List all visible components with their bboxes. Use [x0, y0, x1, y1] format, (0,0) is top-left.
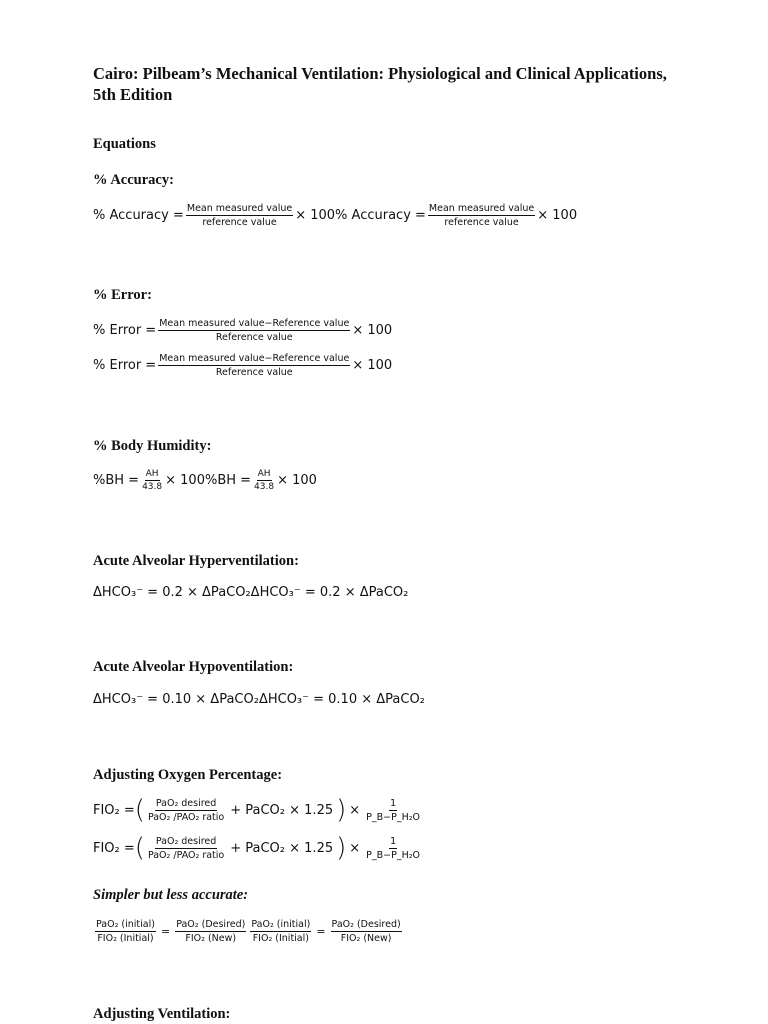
error-lhs-1: % Error =	[93, 323, 157, 338]
accuracy-numerator-2: Mean measured value	[428, 203, 535, 214]
simpler-denominator-4: FIO₂ (New)	[340, 933, 392, 944]
error-tail-2: × 100	[352, 358, 393, 373]
document-title: Cairo: Pilbeam’s Mechanical Ventilation: Physiological and Clinical Applications, 5th Edition	[93, 64, 667, 104]
equation-simpler	[93, 919, 404, 944]
error-denominator-2: Reference value	[215, 367, 293, 378]
humidity-denominator-1: 43.8	[142, 482, 163, 492]
oxygen-denominator-1: PaO₂ /PAO₂ ratio	[147, 811, 225, 823]
oxygen-fraction-2	[147, 836, 225, 861]
error-numerator-2: Mean measured value−Reference value	[159, 353, 350, 364]
equation-hyperventilation: ΔHCO₃⁻ = 0.2 × ΔPaCO₂ΔHCO₃⁻ = 0.2 × ΔPaCO₂	[93, 585, 409, 600]
accuracy-tail-mid: × 100% Accuracy =	[295, 208, 426, 223]
simpler-fraction-1	[95, 919, 156, 944]
simpler-numerator-4: PaO₂ (Desired)	[331, 919, 401, 930]
simpler-denominator-2: FIO₂ (New)	[185, 933, 237, 944]
heading-accuracy: % Accuracy:	[93, 172, 174, 188]
humidity-fraction-2	[253, 469, 275, 492]
section-heading-equations: Equations	[93, 136, 156, 152]
oxygen-middle-1: + PaCO₂ × 1.25	[230, 802, 334, 818]
oxygen-numerator-1: PaO₂ desired	[155, 797, 217, 809]
oxygen-right-numerator-1: 1	[390, 797, 397, 809]
equation-oxygen-1	[93, 797, 423, 823]
error-tail-1: × 100	[352, 323, 393, 338]
heading-hypoventilation: Acute Alveolar Hypoventilation:	[93, 659, 294, 675]
humidity-denominator-2: 43.8	[254, 482, 275, 492]
humidity-tail-end: × 100	[277, 473, 317, 488]
simpler-numerator-2: PaO₂ (Desired)	[176, 919, 246, 930]
simpler-denominator-1: FIO₂ (Initial)	[97, 933, 154, 944]
oxygen-times-1: ×	[349, 802, 361, 818]
humidity-tail-mid: × 100%BH =	[165, 473, 252, 488]
heading-hyperventilation: Acute Alveolar Hyperventilation:	[93, 553, 299, 569]
equation-body-humidity	[93, 469, 317, 492]
equation-oxygen-2	[93, 835, 423, 861]
heading-simpler-less-accurate: Simpler but less accurate:	[93, 887, 249, 903]
simpler-numerator-3: PaO₂ (initial)	[251, 919, 311, 930]
equation-error-1	[93, 318, 392, 343]
oxygen-right-denominator-1: P_B−P_H₂O	[366, 811, 421, 823]
accuracy-fraction-1	[186, 203, 293, 228]
humidity-numerator-1: AH	[145, 469, 159, 479]
heading-adjusting-ventilation: Adjusting Ventilation:	[93, 1006, 231, 1022]
oxygen-close-paren-1: )	[336, 795, 347, 825]
simpler-equals-2: =	[316, 925, 326, 938]
accuracy-tail-end: × 100	[537, 208, 578, 223]
accuracy-numerator-1: Mean measured value	[186, 203, 293, 214]
oxygen-right-fraction-1	[365, 798, 421, 823]
oxygen-times-2: ×	[349, 840, 361, 856]
accuracy-fraction-2	[428, 203, 535, 228]
simpler-numerator-1: PaO₂ (initial)	[96, 919, 155, 930]
oxygen-right-fraction-2	[365, 836, 421, 861]
oxygen-close-paren-2: )	[336, 833, 347, 863]
oxygen-open-paren-1: (	[134, 795, 145, 825]
heading-error: % Error:	[93, 287, 152, 303]
accuracy-lhs: % Accuracy =	[93, 208, 184, 223]
humidity-lhs: %BH =	[93, 473, 140, 488]
equation-hypoventilation: ΔHCO₃⁻ = 0.10 × ΔPaCO₂ΔHCO₃⁻ = 0.10 × ΔPaCO₂	[93, 692, 425, 707]
oxygen-numerator-2: PaO₂ desired	[155, 835, 217, 847]
humidity-fraction-1	[141, 469, 163, 492]
oxygen-open-paren-2: (	[134, 833, 145, 863]
oxygen-fraction-1	[147, 798, 225, 823]
simpler-equals-1: =	[160, 925, 171, 938]
accuracy-denominator-1: reference value	[202, 217, 277, 228]
equation-accuracy	[93, 203, 577, 228]
error-denominator-1: Reference value	[215, 332, 293, 343]
heading-oxygen-percentage: Adjusting Oxygen Percentage:	[93, 767, 283, 783]
error-lhs-2: % Error =	[93, 358, 157, 373]
simpler-fraction-4	[331, 919, 402, 944]
oxygen-lhs-2: FIO₂ =	[93, 840, 135, 856]
heading-body-humidity: % Body Humidity:	[93, 438, 212, 454]
error-fraction-2	[158, 353, 350, 378]
simpler-denominator-3: FIO₂ (Initial)	[252, 933, 309, 944]
humidity-numerator-2: AH	[257, 469, 271, 479]
oxygen-lhs-1: FIO₂ =	[93, 802, 135, 818]
accuracy-denominator-2: reference value	[444, 217, 519, 228]
simpler-fraction-2	[175, 919, 246, 944]
oxygen-denominator-2: PaO₂ /PAO₂ ratio	[147, 849, 225, 861]
oxygen-right-numerator-2: 1	[390, 835, 397, 847]
error-fraction-1	[158, 318, 350, 343]
oxygen-middle-2: + PaCO₂ × 1.25	[230, 840, 334, 856]
equation-error-2	[93, 353, 392, 378]
error-numerator-1: Mean measured value−Reference value	[159, 318, 350, 329]
simpler-fraction-3	[250, 919, 311, 944]
oxygen-right-denominator-2: P_B−P_H₂O	[366, 849, 421, 861]
